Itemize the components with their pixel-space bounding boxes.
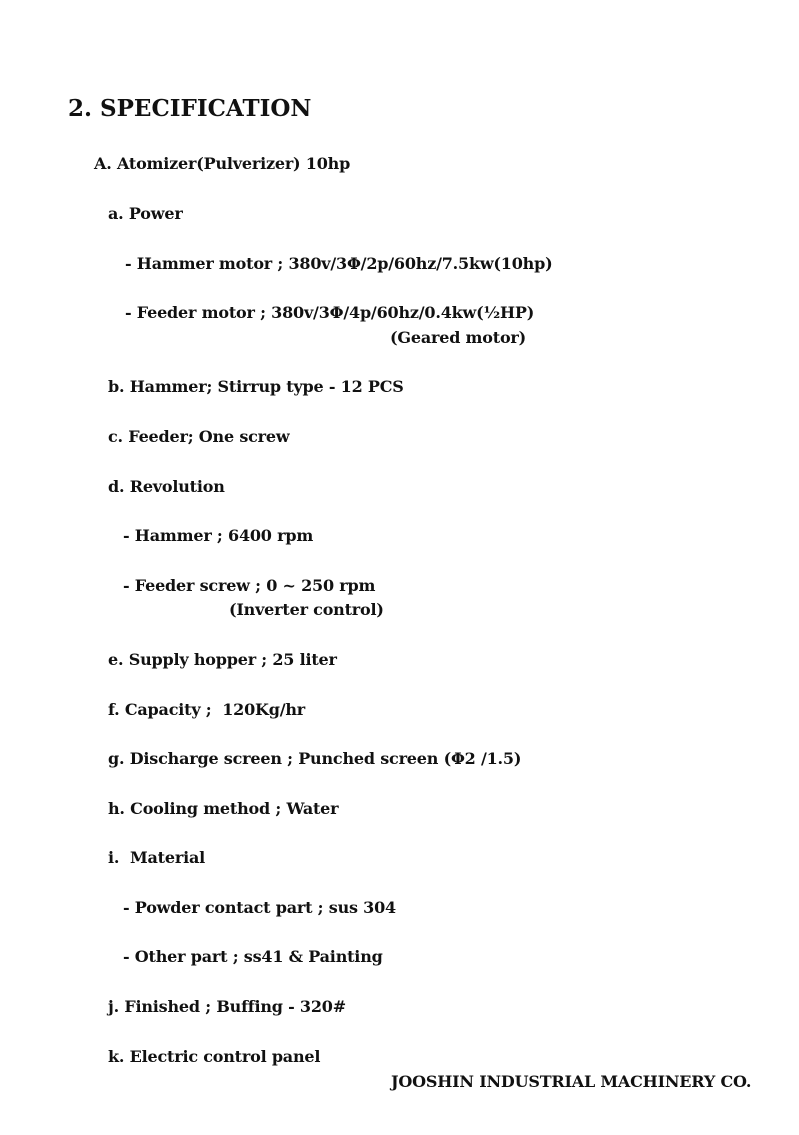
supply-hopper-spec: e. Supply hopper ; 25 liter <box>108 650 337 669</box>
electric-panel-spec: k. Electric control panel <box>108 1047 321 1066</box>
hammer-rpm: - Hammer ; 6400 rpm <box>123 526 314 545</box>
section-heading: A. Atomizer(Pulverizer) 10hp <box>94 154 351 173</box>
capacity-spec: f. Capacity ; 120Kg/hr <box>108 700 306 719</box>
powder-contact-spec: - Powder contact part ; sus 304 <box>123 898 396 917</box>
other-part-spec: - Other part ; ss41 & Painting <box>123 947 383 966</box>
page-title: 2. SPECIFICATION <box>68 95 312 122</box>
feeder-motor-spec: - Feeder motor ; 380v/3Φ/4p/60hz/0.4kw(½HP) <box>125 303 535 322</box>
feeder-screw-note: (Inverter control) <box>229 600 384 619</box>
power-label: a. Power <box>108 204 183 223</box>
material-label: i. Material <box>108 848 205 867</box>
hammer-spec: b. Hammer; Stirrup type - 12 PCS <box>108 377 404 396</box>
feeder-screw-rpm: - Feeder screw ; 0 ~ 250 rpm <box>123 576 376 595</box>
revolution-label: d. Revolution <box>108 477 225 496</box>
discharge-screen-spec: g. Discharge screen ; Punched screen (Φ2 /1.5) <box>108 749 522 768</box>
feeder-motor-note: (Geared motor) <box>390 328 527 347</box>
feeder-spec: c. Feeder; One screw <box>108 427 290 446</box>
finished-spec: j. Finished ; Buffing - 320# <box>108 997 346 1016</box>
company-footer: JOOSHIN INDUSTRIAL MACHINERY CO. <box>391 1072 752 1091</box>
cooling-method-spec: h. Cooling method ; Water <box>108 799 339 818</box>
hammer-motor-spec: - Hammer motor ; 380v/3Φ/2p/60hz/7.5kw(10hp) <box>125 254 553 273</box>
